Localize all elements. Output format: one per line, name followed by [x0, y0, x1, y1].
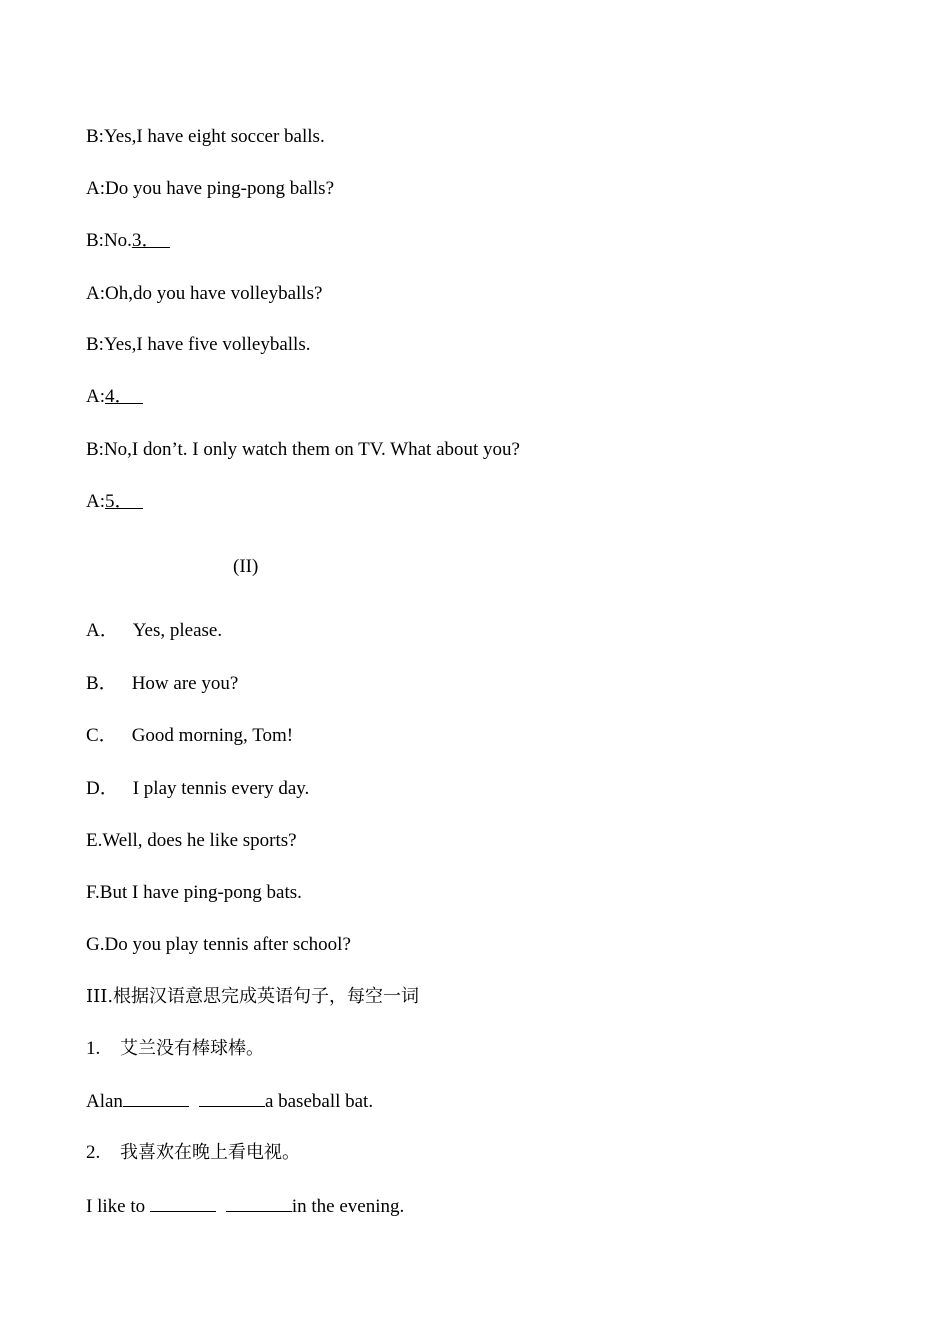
- option-text: Good morning, Tom!: [131, 725, 294, 746]
- answer-blank[interactable]: 3．: [131, 230, 161, 251]
- speaker-label: A:: [86, 283, 105, 304]
- part-three-heading-text: III.根据汉语意思完成英语句子，每空一词: [86, 986, 420, 1007]
- section-label: (II): [233, 556, 259, 577]
- translation-item-answer: [86, 1194, 404, 1219]
- chinese-sentence: 我喜欢在晚上看电视。: [120, 1142, 300, 1163]
- speaker-label: A:: [86, 178, 105, 199]
- dialogue-line: [86, 282, 322, 306]
- dialogue-line: [86, 177, 334, 201]
- option-item: [86, 672, 238, 696]
- translation-item-prompt: [86, 1141, 300, 1165]
- speaker-label: B:: [86, 126, 104, 147]
- speaker-label: A:: [86, 386, 105, 407]
- speaker-label: A:: [86, 491, 105, 512]
- dialogue-text: Oh,do you have volleyballs?: [105, 283, 323, 304]
- dialogue-text: Yes,I have eight soccer balls.: [103, 126, 325, 147]
- dialogue-text: No,I don’t. I only watch them on TV. What about you?: [103, 439, 520, 460]
- option-letter: C．: [86, 725, 118, 746]
- dialogue-text: No.: [103, 230, 132, 251]
- option-item: [86, 724, 293, 748]
- option-letter: D．: [86, 778, 119, 799]
- english-suffix: in the evening.: [291, 1196, 405, 1217]
- english-prefix: Alan: [86, 1091, 123, 1112]
- option-text: Yes, please.: [132, 620, 223, 641]
- item-number: 1.: [86, 1038, 101, 1059]
- translation-item-prompt: [86, 1037, 264, 1061]
- option-item: F.But I have ping-pong bats.: [86, 882, 302, 903]
- answer-blank[interactable]: 4．: [105, 386, 134, 407]
- speaker-label: B:: [86, 439, 104, 460]
- word-blank-1[interactable]: [150, 1194, 216, 1212]
- dialogue-line: [86, 125, 325, 149]
- word-blank-2[interactable]: [199, 1089, 265, 1107]
- item-number: 2.: [86, 1142, 101, 1163]
- translation-item-answer: [86, 1089, 373, 1114]
- dialogue-line: [86, 333, 310, 357]
- dialogue-line: [86, 438, 520, 462]
- english-suffix: a baseball bat.: [264, 1091, 374, 1112]
- option-letter: A．: [86, 620, 119, 641]
- english-prefix: I like to: [86, 1196, 150, 1217]
- dialogue-text: Do you have ping-pong balls?: [105, 178, 335, 199]
- option-text: How are you?: [131, 673, 239, 694]
- option-item: G.Do you play tennis after school?: [86, 934, 351, 955]
- chinese-sentence: 艾兰没有棒球棒。: [120, 1038, 264, 1059]
- dialogue-line: [86, 229, 170, 253]
- option-item: [86, 777, 309, 801]
- option-item: E.Well, does he like sports?: [86, 830, 297, 851]
- word-blank-2[interactable]: [226, 1194, 292, 1212]
- speaker-label: B:: [86, 230, 104, 251]
- option-item: [86, 619, 222, 643]
- answer-blank[interactable]: 5．: [105, 491, 134, 512]
- dialogue-line: [86, 385, 143, 409]
- dialogue-line: [86, 490, 143, 514]
- word-blank-1[interactable]: [123, 1089, 189, 1107]
- part-three-heading: [86, 985, 419, 1009]
- option-letter: B．: [86, 673, 118, 694]
- dialogue-text: Yes,I have five volleyballs.: [103, 334, 311, 355]
- speaker-label: B:: [86, 334, 104, 355]
- option-text: I play tennis every day.: [132, 778, 310, 799]
